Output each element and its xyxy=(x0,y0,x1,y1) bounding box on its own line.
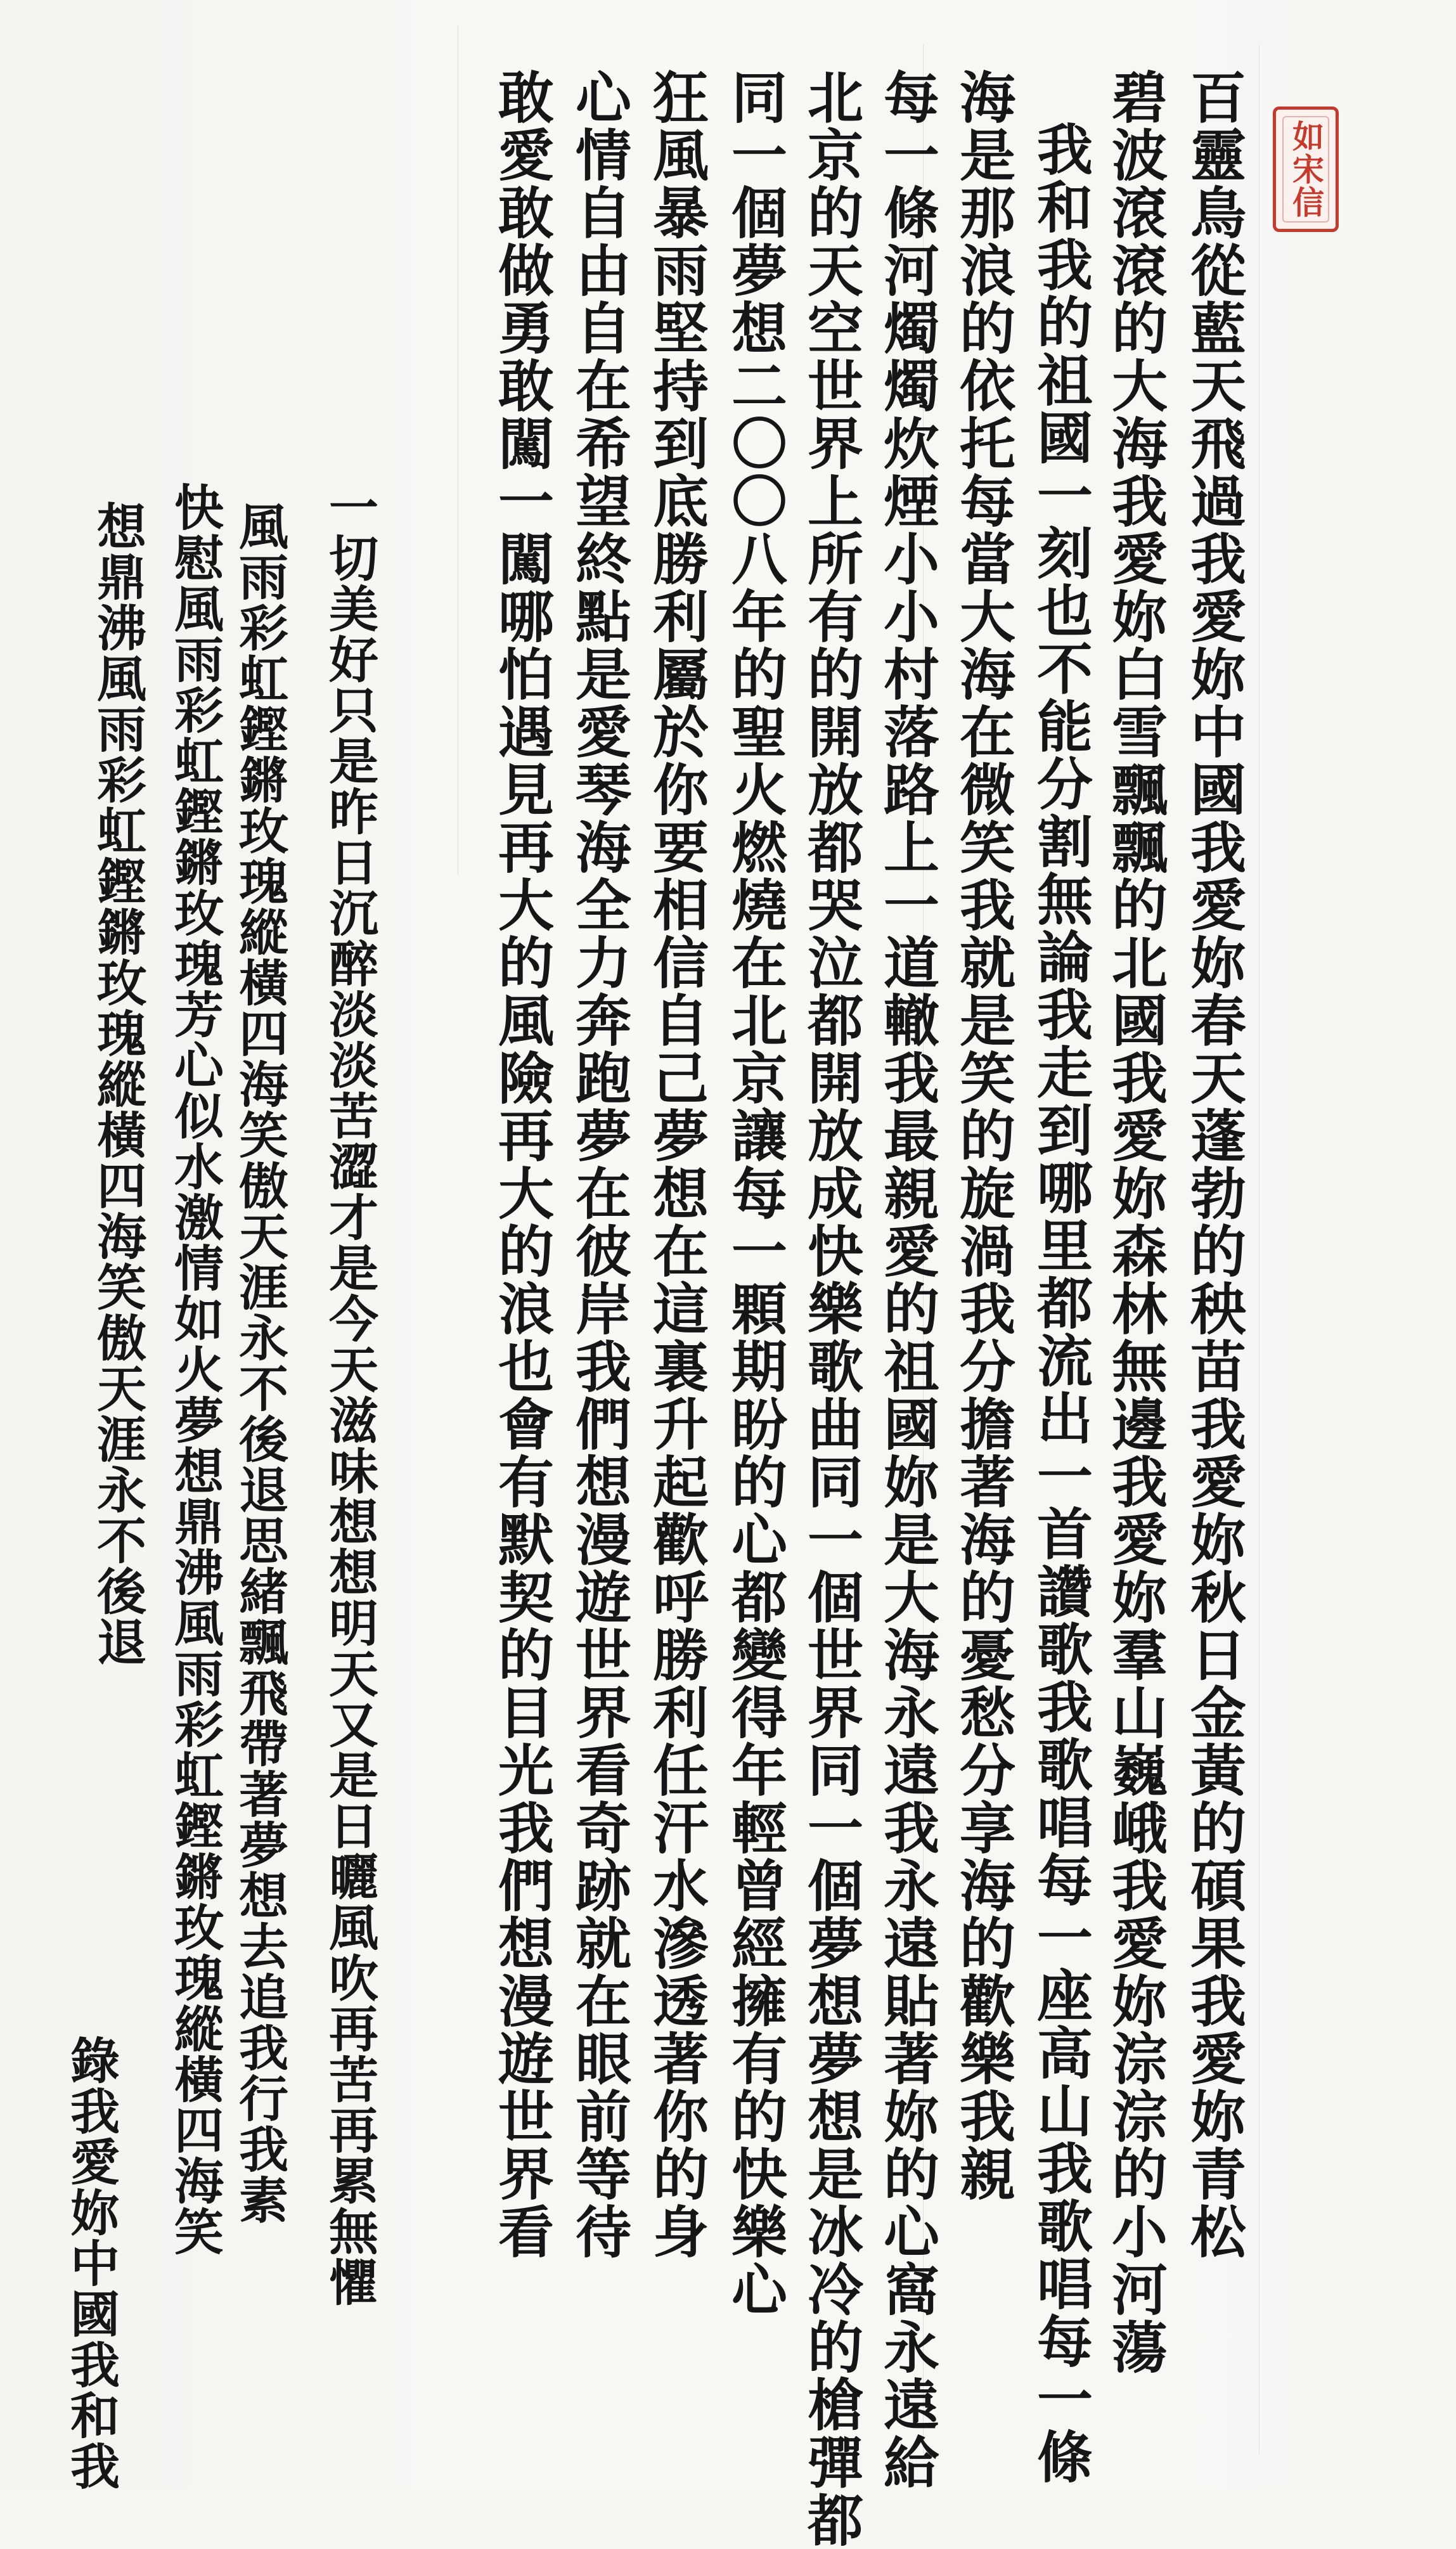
signature-column: 錄我愛妳中國我和我 xyxy=(62,2035,120,2491)
text-column: 心情自由自在希望終點是愛琴海全力奔跑夢在彼岸我們想漫遊世界看奇跡就在眼前等待 xyxy=(567,68,633,2261)
poem-column: 一切美好只是昨日沉醉淡淡苦澀才是今天滋味想想明天又是日曬風吹再苦再累無懼 xyxy=(321,482,378,2307)
poem-column: 快慰風雨彩虹鏗鏘玫瑰芳心似水激情如火夢想鼎沸風雨彩虹鏗鏘玫瑰縱橫四海笑 xyxy=(166,482,224,2257)
text-column: 碧波滾滾的大海我愛妳白雪飄飄的北國我愛妳森林無邊我愛妳羣山巍峨我愛妳淙淙的小河蕩 xyxy=(1103,68,1169,2376)
poem-column: 風雨彩虹鏗鏘玫瑰縱橫四海笑傲天涯永不後退思緒飄飛帶著夢想去追我行我素 xyxy=(231,501,288,2225)
text-column: 我和我的祖國一刻也不能分割無論我走到哪里都流出一首讚歌我歌唱每一座高山我歌唱每一條 xyxy=(1028,120,1094,2486)
text-column: 同一個夢想二〇〇八年的聖火燃燒在北京讓每一顆期盼的心都變得年輕曾經擁有的快樂心 xyxy=(723,68,789,2318)
text-column: 北京的天空世界上所有的開放都哭泣都開放成快樂歌曲同一個世界同一個夢想夢想是冰冷的槍彈都 xyxy=(799,68,865,2549)
text-column: 狂風暴雨堅持到底勝利屬於你要相信自己夢想在這裏升起歡呼勝利任汗水滲透著你的身 xyxy=(644,68,710,2261)
seal-text: 如宋信 xyxy=(1287,120,1325,219)
text-column: 每一條河燭燭炊煙小小村落路上一道轍我最親愛的祖國妳是大海永遠我永遠貼著妳的心窩永遠給 xyxy=(875,68,941,2491)
red-seal-stamp xyxy=(1273,106,1339,232)
text-column: 海是那浪的依托每當大海在微笑我就是笑的旋渦我分擔著海的憂愁分享海的歡樂我親 xyxy=(951,68,1017,2203)
text-column: 敢愛敢做勇敢闖一闖哪怕遇見再大的風險再大的浪也會有默契的目光我們想漫遊世界看 xyxy=(489,68,555,2261)
text-column: 百靈鳥從藍天飛過我愛妳中國我愛妳春天蓬勃的秧苗我愛妳秋日金黃的碩果我愛妳青松 xyxy=(1182,68,1247,2261)
column-guide-line xyxy=(1259,44,1260,2453)
poem-column: 想鼎沸風雨彩虹鏗鏘玫瑰縱橫四海笑傲天涯永不後退 xyxy=(89,501,146,1667)
